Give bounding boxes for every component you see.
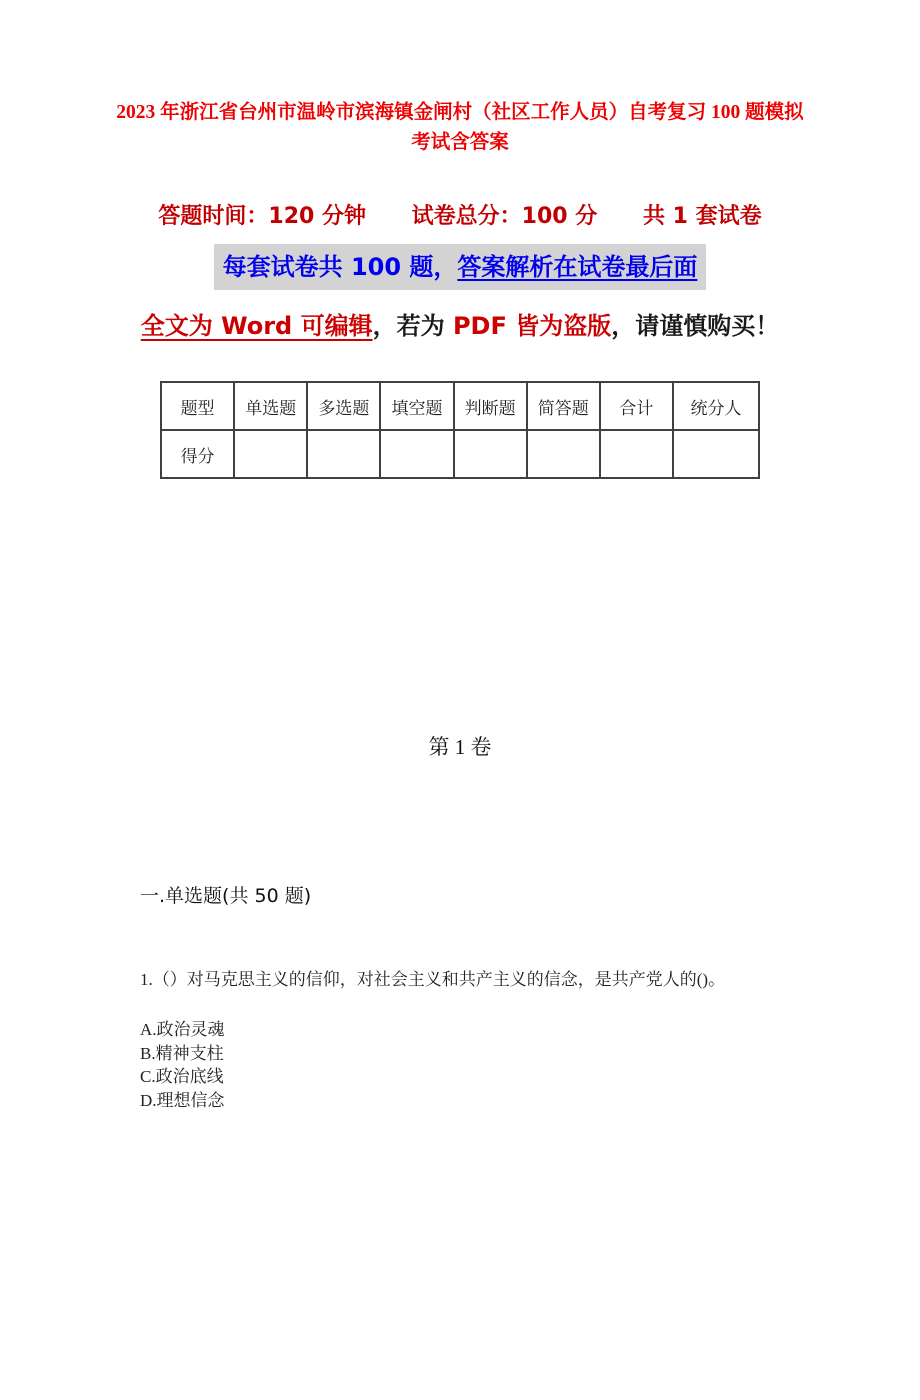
- score-cell-empty: [527, 430, 600, 478]
- question-1-text: 1.（）对马克思主义的信仰，对社会主义和共产主义的信念，是共产党人的()。: [140, 970, 726, 989]
- question-1-options: [140, 1018, 920, 1112]
- document-title: 2023 年浙江省台州市温岭市滨海镇金闸村（社区工作人员）自考复习 100 题模拟考试含答案: [116, 102, 804, 153]
- highlighted-notice: [214, 244, 707, 290]
- notice-underlined-text: 答案解析在试卷最后面: [457, 253, 698, 281]
- section-heading-single-choice: 一.单选题(共 50 题): [140, 885, 312, 907]
- score-cell-empty: [380, 430, 453, 478]
- score-cell-empty: [600, 430, 673, 478]
- score-row-label: 得分: [161, 430, 234, 478]
- score-cell-empty: [454, 430, 527, 478]
- header-short-answer: 简答题: [527, 382, 600, 430]
- header-single-choice: 单选题: [234, 382, 307, 430]
- header-fill-blank: 填空题: [380, 382, 453, 430]
- warning-connector: ，若为: [372, 312, 453, 340]
- exam-meta-line: [0, 202, 920, 232]
- header-true-false: 判断题: [454, 382, 527, 430]
- header-multi-choice: 多选题: [307, 382, 380, 430]
- header-score-counter: 统分人: [673, 382, 759, 430]
- notice-prefix: 每套试卷共 100 题，: [222, 253, 458, 281]
- option-a: A.政治灵魂: [140, 1020, 225, 1039]
- header-total: 合计: [600, 382, 673, 430]
- answer-time: 答题时间：120 分钟: [158, 204, 366, 229]
- score-table: [160, 381, 760, 479]
- document-page: [0, 98, 920, 1400]
- warning-pdf-pirated: PDF 皆为盗版: [452, 312, 612, 340]
- notice-line: [0, 244, 920, 290]
- volume-heading: 第 1 卷: [428, 735, 492, 759]
- score-cell-empty: [234, 430, 307, 478]
- score-table-score-row: [161, 430, 759, 478]
- header-question-type: 题型: [161, 382, 234, 430]
- score-table-header-row: [161, 382, 759, 430]
- option-c: C.政治底线: [140, 1067, 224, 1086]
- score-cell-empty: [673, 430, 759, 478]
- warning-word-editable: 全文为 Word 可编辑: [140, 312, 373, 340]
- score-cell-empty: [307, 430, 380, 478]
- option-d: D.理想信念: [140, 1090, 225, 1110]
- piracy-warning: [140, 298, 780, 354]
- option-b: B.精神支柱: [140, 1043, 224, 1063]
- set-count: 共 1 套试卷: [642, 204, 762, 229]
- warning-caution: ，请谨慎购买！: [611, 312, 780, 340]
- total-score: 试卷总分：100 分: [411, 204, 598, 229]
